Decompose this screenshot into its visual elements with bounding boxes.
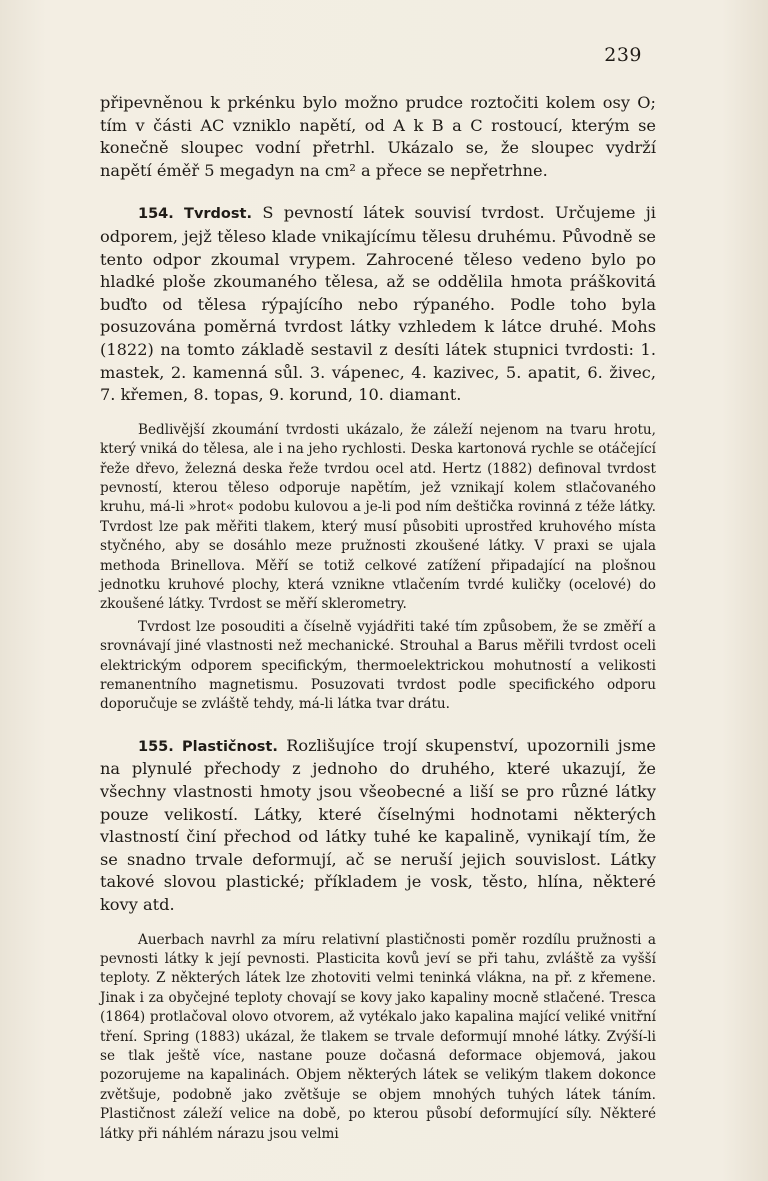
paragraph-small: Tvrdost lze posouditi a číselně vyjádřiti také tím způsobem, že se změří a srovnávají jiné vlastnosti než mechanické. Strouhal a Barus měřili tvrdost oceli elektrickým odporem specifickým, thermoelektrickou mohutností a velikosti remanentního magnetismu. Posuzovati tvrdost podle specifického odporu doporučuje se zvláště tehdy, má-li látka tvar drátu. xyxy=(100,618,656,713)
page-number: 239 xyxy=(604,44,642,66)
page-body xyxy=(100,92,656,1144)
section-heading-154: 154. Tvrdost. xyxy=(138,206,252,223)
section-heading-155: 155. Plastičnost. xyxy=(138,738,278,755)
paragraph-tvrdost xyxy=(100,202,656,406)
paragraph-small: Bedlivější zkoumání tvrdosti ukázalo, že záleží nejenom na tvaru hrotu, který vniká do tělesa, ale i na jeho rychlosti. Deska kartonová rychle se otáčející řeže dřevo, železná deska řeže tvrdou ocel atd. Hertz (1882) definoval tvrdost pevností, kterou těleso odporuje napětím, jež vznikají kolem stlačovaného kruhu, má-li »hrot« podobu kulovou a je-li pod ním deštička rovinná z téže látky. Tvrdost lze pak měřiti tlakem, který musí působiti uprostřed kruhového místa styčného, aby se dosáhlo meze pružnosti zkoušené látky. V praxi se ujala methoda Brinellova. Měří se totiž celkové zatížení připadající na plošnou jednotku kruhové plochy, která vznikne vtlačením tvrdé kuličky (ocelové) do zkoušené látky. Tvrdost se měří sklerometry. xyxy=(100,421,656,613)
paragraph-intro: připevněnou k prkénku bylo možno prudce roztočiti kolem osy O; tím v části AC vzniklo napětí, od A k B a C rostoucí, kterým se konečně sloupec vodní přetrhl. Ukázalo se, že sloupec vydrží napětí éměř 5 megadyn na cm² a přece se nepřetrhne. xyxy=(100,93,656,180)
paragraph-text: S pevností látek souvisí tvrdost. Určujeme ji odporem, jejž těleso klade vnikajícímu tělesu druhému. Původně se tento odpor zkoumal vrypem. Zahrocené těleso vedeno bylo po hladké ploše zkoumaného tělesa, až se oddělila hmota práškovitá buďto od tělesa rýpajícího nebo rýpaného. Podle toho byla posuzována poměrná tvrdost látky vzhledem k látce druhé. Mohs (1822) na tomto základě sestavil z desíti látek stupnici tvrdosti: 1. mastek, 2. kamenná sůl. 3. vápenec, 4. kazivec, 5. apatit, 6. živec, 7. křemen, 8. topas, 9. korund, 10. diamant. xyxy=(100,203,656,405)
paragraph-small: Auerbach navrhl za míru relativní plastičnosti poměr rozdílu pružnosti a pevnosti látky k její pevnosti. Plasticita kovů jeví se při tahu, zvláště za vyšší teploty. Z některých látek lze zhotoviti velmi teninká vlákna, na př. z křemene. Jinak i za obyčejné teploty chovají se kovy jako kapaliny mocně stlačené. Tresca (1864) protlačoval olovo otvorem, až vytékalo jako kapalina mající veliké vnitřní tření. Spring (1883) ukázal, že tlakem se trvale deformují mnohé látky. Zvýší-li se tlak ještě více, nastane pouze dočasná deformace objemová, jakou pozorujeme na kapalinách. Objem některých látek se velikým tlakem dokonce zvětšuje, podobně jako zvětšuje se objem mnohých tuhých látek táním. Plastičnost záleží velice na době, po kterou působí deformující síly. Některé látky při náhlém nárazu jsou velmi xyxy=(100,931,656,1142)
paragraph-text: Rozlišujíce trojí skupenství, upozornili jsme na plynulé přechody z jednoho do druhého, které ukazují, že všechny vlastnosti hmoty jsou všeobecné a liší se pro různé látky pouze velikostí. Látky, které číselnými hodnotami některých vlastností činí přechod od látky tuhé ke kapalině, vynikají tím, že se snadno trvale deformují, ač se neruší jejich souvislost. Látky takové slovou plastické; příkladem je vosk, těsto, hlína, některé kovy atd. xyxy=(100,735,656,914)
paragraph-plasticnost xyxy=(100,735,656,917)
